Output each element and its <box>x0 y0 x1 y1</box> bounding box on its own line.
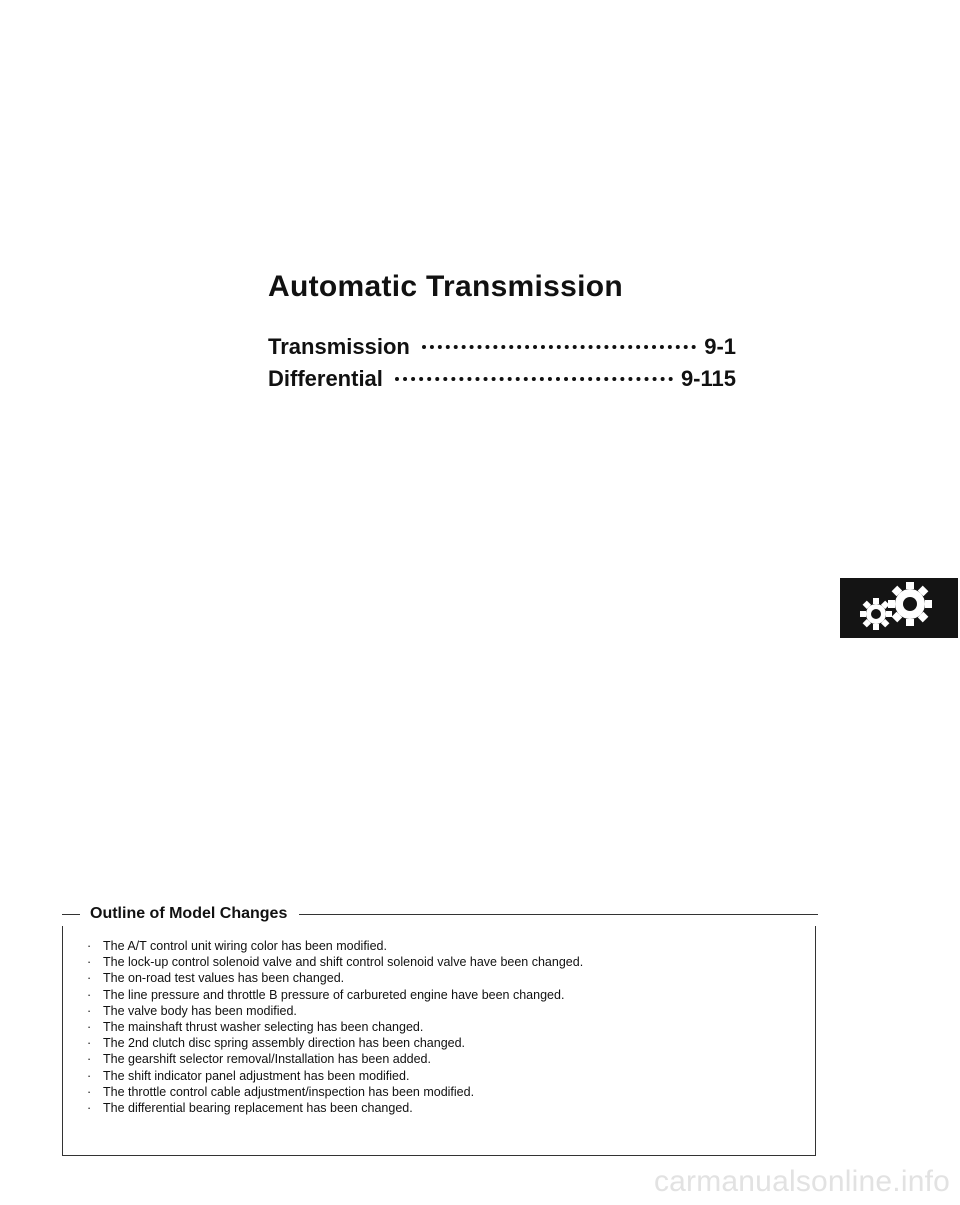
toc-label: Transmission <box>268 334 410 359</box>
heading-rule-right <box>299 914 818 915</box>
list-item-text: The line pressure and throttle B pressure of carbureted engine have been changed. <box>103 987 565 1002</box>
list-item <box>87 1068 815 1084</box>
bullet: · <box>87 1052 92 1067</box>
bullet: · <box>87 1101 92 1116</box>
list-item <box>87 1003 815 1019</box>
toc-leader-dots <box>395 377 673 381</box>
bullet: · <box>87 939 92 953</box>
list-item-text: The differential bearing replacement has been changed. <box>103 1101 413 1116</box>
bullet: · <box>87 955 92 970</box>
list-item-text: The throttle control cable adjustment/inspection has been modified. <box>103 1084 475 1099</box>
model-changes-list <box>63 926 815 1116</box>
list-item <box>87 970 815 986</box>
list-item-text: The valve body has been modified. <box>103 1003 297 1018</box>
heading-rule-left <box>62 914 80 915</box>
list-item-text: The gearshift selector removal/Installation has been added. <box>103 1052 431 1067</box>
bullet: · <box>87 987 92 1002</box>
toc-label: Differential <box>268 366 383 391</box>
toc-page-number: 9-1 <box>704 334 736 359</box>
list-item <box>87 1019 815 1035</box>
list-item <box>87 1084 815 1100</box>
list-item <box>87 954 815 970</box>
list-item <box>87 1051 815 1067</box>
outline-heading <box>62 904 818 924</box>
list-item <box>87 1035 815 1051</box>
bullet: · <box>87 1084 92 1099</box>
gears-icon <box>840 578 958 638</box>
section-tab-badge <box>840 578 958 638</box>
section-title: Automatic Transmission <box>268 270 624 303</box>
bullet: · <box>87 971 92 986</box>
toc-entry-differential[interactable] <box>268 366 736 396</box>
list-item <box>87 938 815 954</box>
toc-leader-dots <box>422 345 696 349</box>
outline-heading-label: Outline of Model Changes <box>90 905 288 922</box>
list-item-text: The shift indicator panel adjustment has been modified. <box>103 1068 410 1083</box>
list-item-text: The mainshaft thrust washer selecting has been changed. <box>103 1020 424 1035</box>
list-item-text: The 2nd clutch disc spring assembly direction has been changed. <box>103 1036 466 1051</box>
toc-page-number: 9-115 <box>680 366 736 391</box>
bullet: · <box>87 1003 92 1018</box>
list-item-text: The lock-up control solenoid valve and shift control solenoid valve have been changed. <box>103 955 584 970</box>
outline-box <box>62 926 816 1156</box>
list-item-text: The A/T control unit wiring color has been modified. <box>103 939 387 953</box>
bullet: · <box>87 1068 92 1083</box>
bullet: · <box>87 1036 92 1051</box>
watermark: carmanualsonline.info <box>653 1165 950 1198</box>
list-item <box>87 1100 815 1116</box>
list-item <box>87 987 815 1003</box>
bullet: · <box>87 1020 92 1035</box>
list-item-text: The on-road test values has been changed. <box>103 971 345 986</box>
toc-entry-transmission[interactable] <box>268 334 736 364</box>
